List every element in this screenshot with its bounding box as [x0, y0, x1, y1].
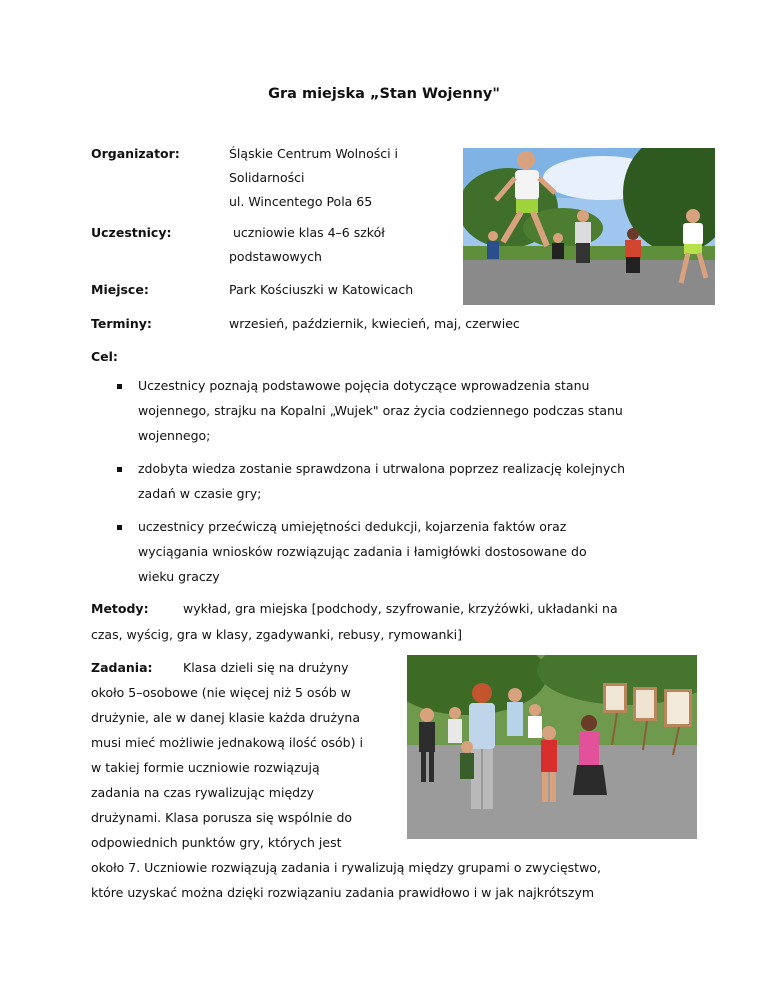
- tasks-line: około 7. Uczniowie rozwiązują zadania i rywalizują między grupami o zwycięstwo,: [91, 860, 601, 875]
- document-title: Gra miejska „Stan Wojenny": [268, 86, 500, 102]
- goal-line: wieku graczy: [138, 569, 220, 584]
- place-label: Miejsce:: [91, 282, 149, 297]
- methods-label: Metody:: [91, 601, 149, 616]
- children-group-photo: [407, 655, 697, 839]
- goal-line: wyciągania wniosków rozwiązując zadania i łamigłówki dostosowane do: [138, 544, 587, 559]
- goal-line: zadań w czasie gry;: [138, 486, 262, 501]
- methods-line: wykład, gra miejska [podchody, szyfrowanie, krzyżówki, układanki na: [183, 601, 618, 616]
- goal-line: Uczestnicy poznają podstawowe pojęcia dotyczące wprowadzenia stanu: [138, 378, 590, 393]
- goal-label: Cel:: [91, 349, 118, 364]
- methods-line: czas, wyścig, gra w klasy, zgadywanki, rebusy, rymowanki]: [91, 627, 463, 642]
- organizer-line: Solidarności: [229, 170, 305, 185]
- tasks-line: w takiej formie uczniowie rozwiązują: [91, 760, 320, 775]
- participants-line: podstawowych: [229, 249, 322, 264]
- goal-line: wojennego, strajku na Kopalni „Wujek" oraz życia codziennego podczas stanu: [138, 403, 623, 418]
- organizer-line: ul. Wincentego Pola 65: [229, 194, 373, 209]
- bullet-icon: [117, 525, 122, 530]
- tasks-line: drużynie, ale w danej klasie każda drużyna: [91, 710, 361, 725]
- goal-line: wojennego;: [138, 428, 211, 443]
- participants-label: Uczestnicy:: [91, 225, 172, 240]
- tasks-line: Klasa dzieli się na drużyny: [183, 660, 349, 675]
- place-value: Park Kościuszki w Katowicach: [229, 282, 414, 297]
- tasks-line: odpowiednich punktów gry, których jest: [91, 835, 342, 850]
- running-children-photo: [463, 148, 715, 305]
- participants-line: uczniowie klas 4–6 szkół: [229, 225, 385, 240]
- bullet-icon: [117, 384, 122, 389]
- tasks-line: około 5–osobowe (nie więcej niż 5 osób w: [91, 685, 351, 700]
- goal-line: uczestnicy przećwiczą umiejętności dedukcji, kojarzenia faktów oraz: [138, 519, 567, 534]
- organizer-line: Śląskie Centrum Wolności i: [229, 146, 399, 161]
- bullet-icon: [117, 467, 122, 472]
- tasks-label: Zadania:: [91, 660, 153, 675]
- dates-value: wrzesień, październik, kwiecień, maj, czerwiec: [229, 316, 520, 331]
- goal-line: zdobyta wiedza zostanie sprawdzona i utrwalona poprzez realizację kolejnych: [138, 461, 626, 476]
- tasks-line: które uzyskać można dzięki rozwiązaniu zadania prawidłowo i w jak najkrótszym: [91, 885, 595, 900]
- organizer-label: Organizator:: [91, 146, 180, 161]
- tasks-line: musi mieć możliwie jednakową ilość osób) i: [91, 735, 363, 750]
- tasks-line: drużynami. Klasa porusza się wspólnie do: [91, 810, 353, 825]
- dates-label: Terminy:: [91, 316, 152, 331]
- tasks-line: zadania na czas rywalizując między: [91, 785, 315, 800]
